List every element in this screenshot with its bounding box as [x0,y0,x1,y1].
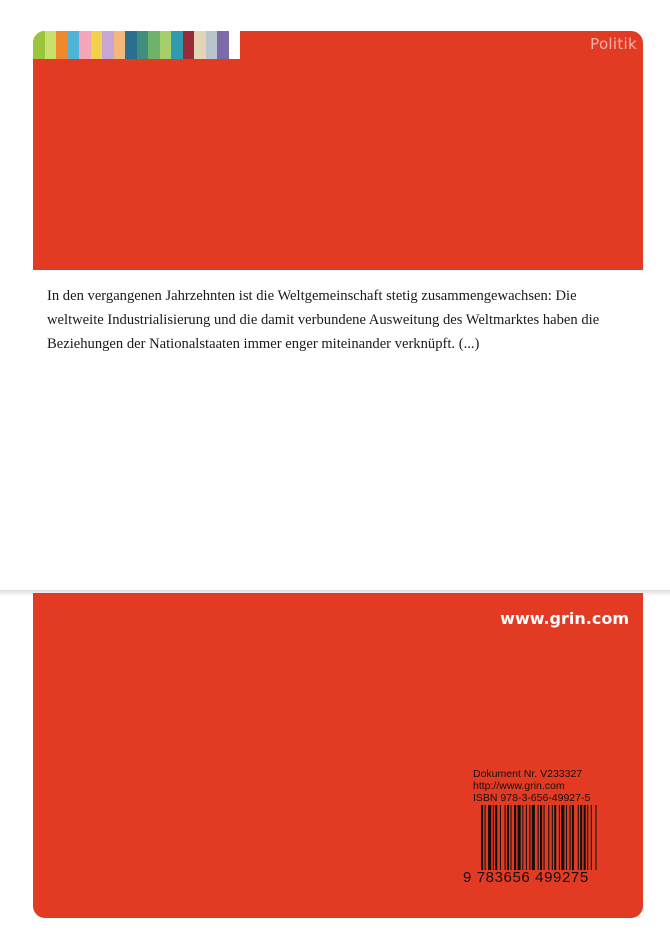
color-strip-swatch [229,31,241,59]
color-strip-swatch [183,31,195,59]
blurb-text: In den vergangenen Jahrzehnten ist die Weltgemeinschaft stetig zusammengewachsen: Die weltweite Industrialisierung und die damit verbundene Ausweitung des Weltmarktes haben die Beziehungen der Nationalstaaten immer enger miteinander verknüpft. (...) [47,288,600,352]
isbn-number: ISBN 978-3-656-49927-5 [473,792,591,804]
color-strip-swatch [125,31,137,59]
barcode-number: 9 783656 499275 [463,869,589,886]
color-strip-swatch [91,31,103,59]
color-strip-swatch [33,31,45,59]
color-strip-swatch [137,31,149,59]
color-strip-swatch [171,31,183,59]
cover-top-panel [33,31,643,270]
color-strip-swatch [102,31,114,59]
color-strip-swatch [56,31,68,59]
category-label: Politik [590,35,637,53]
publisher-url: www.grin.com [500,609,629,628]
blurb-panel [33,270,643,590]
document-info [473,768,633,804]
color-strip-swatch [206,31,218,59]
color-strip-swatch [45,31,57,59]
color-strip-swatch [68,31,80,59]
color-strip-swatch [194,31,206,59]
color-strip-swatch [217,31,229,59]
color-strip [33,31,240,59]
barcode [481,805,631,870]
color-strip-swatch [160,31,172,59]
cover-bottom-panel [33,593,643,918]
document-number: Dokument Nr. V233327 [473,768,583,780]
color-strip-swatch [79,31,91,59]
website-url: http://www.grin.com [473,780,565,792]
color-strip-swatch [148,31,160,59]
color-strip-swatch [114,31,126,59]
